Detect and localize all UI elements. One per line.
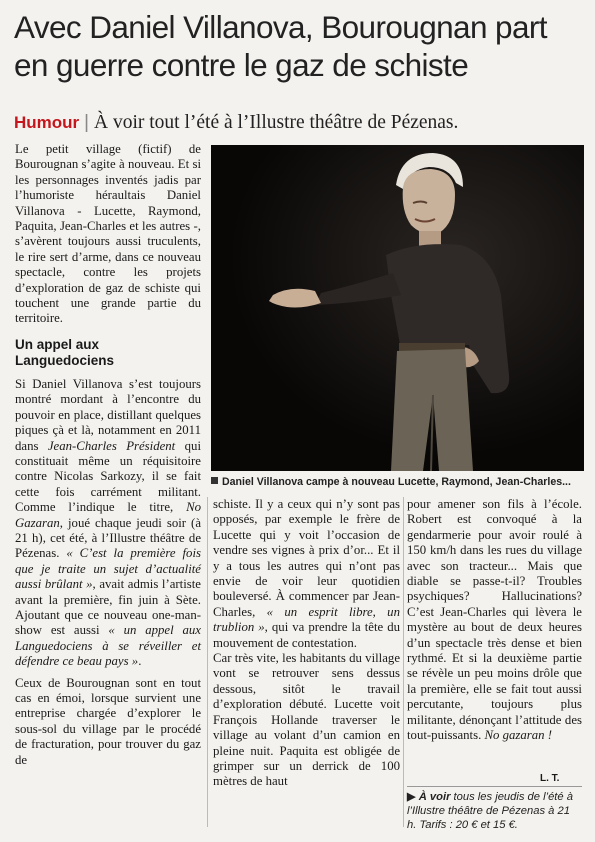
quote: « un esprit libre, un trublion » xyxy=(213,604,400,635)
rubric-line xyxy=(14,110,584,135)
article-column-1 xyxy=(15,142,201,768)
quote: « C’est la première fois que je traite un sujet d’actualité aussi brûlant » xyxy=(15,546,201,592)
paragraph-4: schiste. Il y a ceux qui n’y sont pas opposés, par exemple le frère de Lucette qui y voit l’occasion de vendre ses vignes à prix d’or... Et il y a tous les autres qui n’ont pas envie de voir leur quotidien bouleversé. À commencer par Jean-Charles, « un esprit libre, un trublion », qui va prendre la tête du mouvement de contestation. xyxy=(213,497,401,650)
performer-photo-illustration xyxy=(211,145,584,471)
practical-info-box xyxy=(407,790,582,832)
performer-photo xyxy=(211,145,584,471)
section-kicker: Humour xyxy=(14,113,80,132)
rubric-text: À voir tout l’été à l’Illustre théâtre de Pézenas. xyxy=(94,112,459,133)
paragraph-5: Car très vite, les habitants du village vont se retrouver sens dessus dessous, sitôt le travail d’exploration débuté. Lucette voit François Hollande traverser le village au volant d’un camion en pleine nuit. Paquita est obligée de grimper sur un derrick de 100 mètres de haut xyxy=(213,651,400,789)
info-text: tous les jeudis de l’été à l’Illustre théâtre de Pézenas à 21 h. Tarifs : 20 € et 15 €. xyxy=(407,791,573,831)
headline: Avec Daniel Villanova, Bourougnan part en guerre contre le gaz de schiste xyxy=(14,9,547,83)
rubric-separator: | xyxy=(84,111,90,133)
infobox-divider xyxy=(407,786,582,787)
article-column-2 xyxy=(213,497,400,790)
arrow-right-icon: ▶ xyxy=(407,791,416,803)
paragraph-3: Ceux de Bourougnan sont en tout cas en émoi, lorsque survient une entreprise chargée d’explorer le sous-sol du village par le procédé de fracturation, pour trouver du gaz de xyxy=(15,675,201,767)
column-divider xyxy=(207,497,208,827)
photo-caption: Daniel Villanova campe à nouveau Lucette, Raymond, Jean-Charles... xyxy=(211,475,584,489)
info-lead: À voir xyxy=(418,791,451,803)
show-title: No gazaran ! xyxy=(484,728,553,743)
column-divider xyxy=(403,497,404,827)
caption-square-icon xyxy=(211,477,218,484)
author-signature: L. T. xyxy=(540,773,560,784)
subheading: Un appel aux Languedociens xyxy=(15,336,115,368)
show-title: Jean-Charles Président xyxy=(47,438,176,453)
paragraph-2: Si Daniel Villanova s’est toujours montré mordant à l’encontre du pouvoir en place, distillant quelques piques çà et là, notamment en 2011 dans Jean-Charles Président qui constituait même un réquisitoire contre Nicolas Sarkozy, il se fait cette fois carrément militant. Comme l’indique le titre, No Gazaran, joué chaque jeudi soir (à 21 h), cet été, à l’Illustre théâtre de Pézenas. « C’est la première fois que je traite un sujet d’actualité aussi brûlant », avait admis l’artiste avant la première, fin juin à Sète. Ajoutant que ce nouveau one-man-show est aussi « un appel aux Languedociens à se réveiller et défendre ce beau pays ». xyxy=(15,376,201,669)
paragraph-6: pour amener son fils à l’école. Robert est convoqué à la gendarmerie pour avoir roulé à 150 km/h dans les rues du village avec son tracteur... Mais que diable se passe-t-il? Troubles psychiques? Hallucinations? C’est Jean-Charles qui lèvera le mystère au bout de deux heures d’un spectacle très dense et bien rythmé. Et si la deuxième partie se révèle un peu moins drôle que la première, elle se fait tout aussi percutante, toujours plus militante, dénonçant l’attitude des tout-puissants. No gazaran ! xyxy=(407,497,582,743)
show-title: No Gazaran xyxy=(15,500,201,530)
quote: « un appel aux Languedociens à se réveiller et défendre ce beau pays » xyxy=(15,623,201,669)
paragraph-intro: Le petit village (fictif) de Bourougnan s’agite à nouveau. Et si les personnages inventés jadis par l’humoriste héraultais Daniel Villanova - Lucette, Raymond, Paquita, Jean-Charles et les autres -, s’avèrent toujours aussi truculents, le rire sert d’arme, dans ce nouveau spectacle, contre les projets d’exploration de gaz de schiste qui touchent une grande partie du territoire. xyxy=(15,142,201,326)
article-column-3 xyxy=(407,497,582,744)
